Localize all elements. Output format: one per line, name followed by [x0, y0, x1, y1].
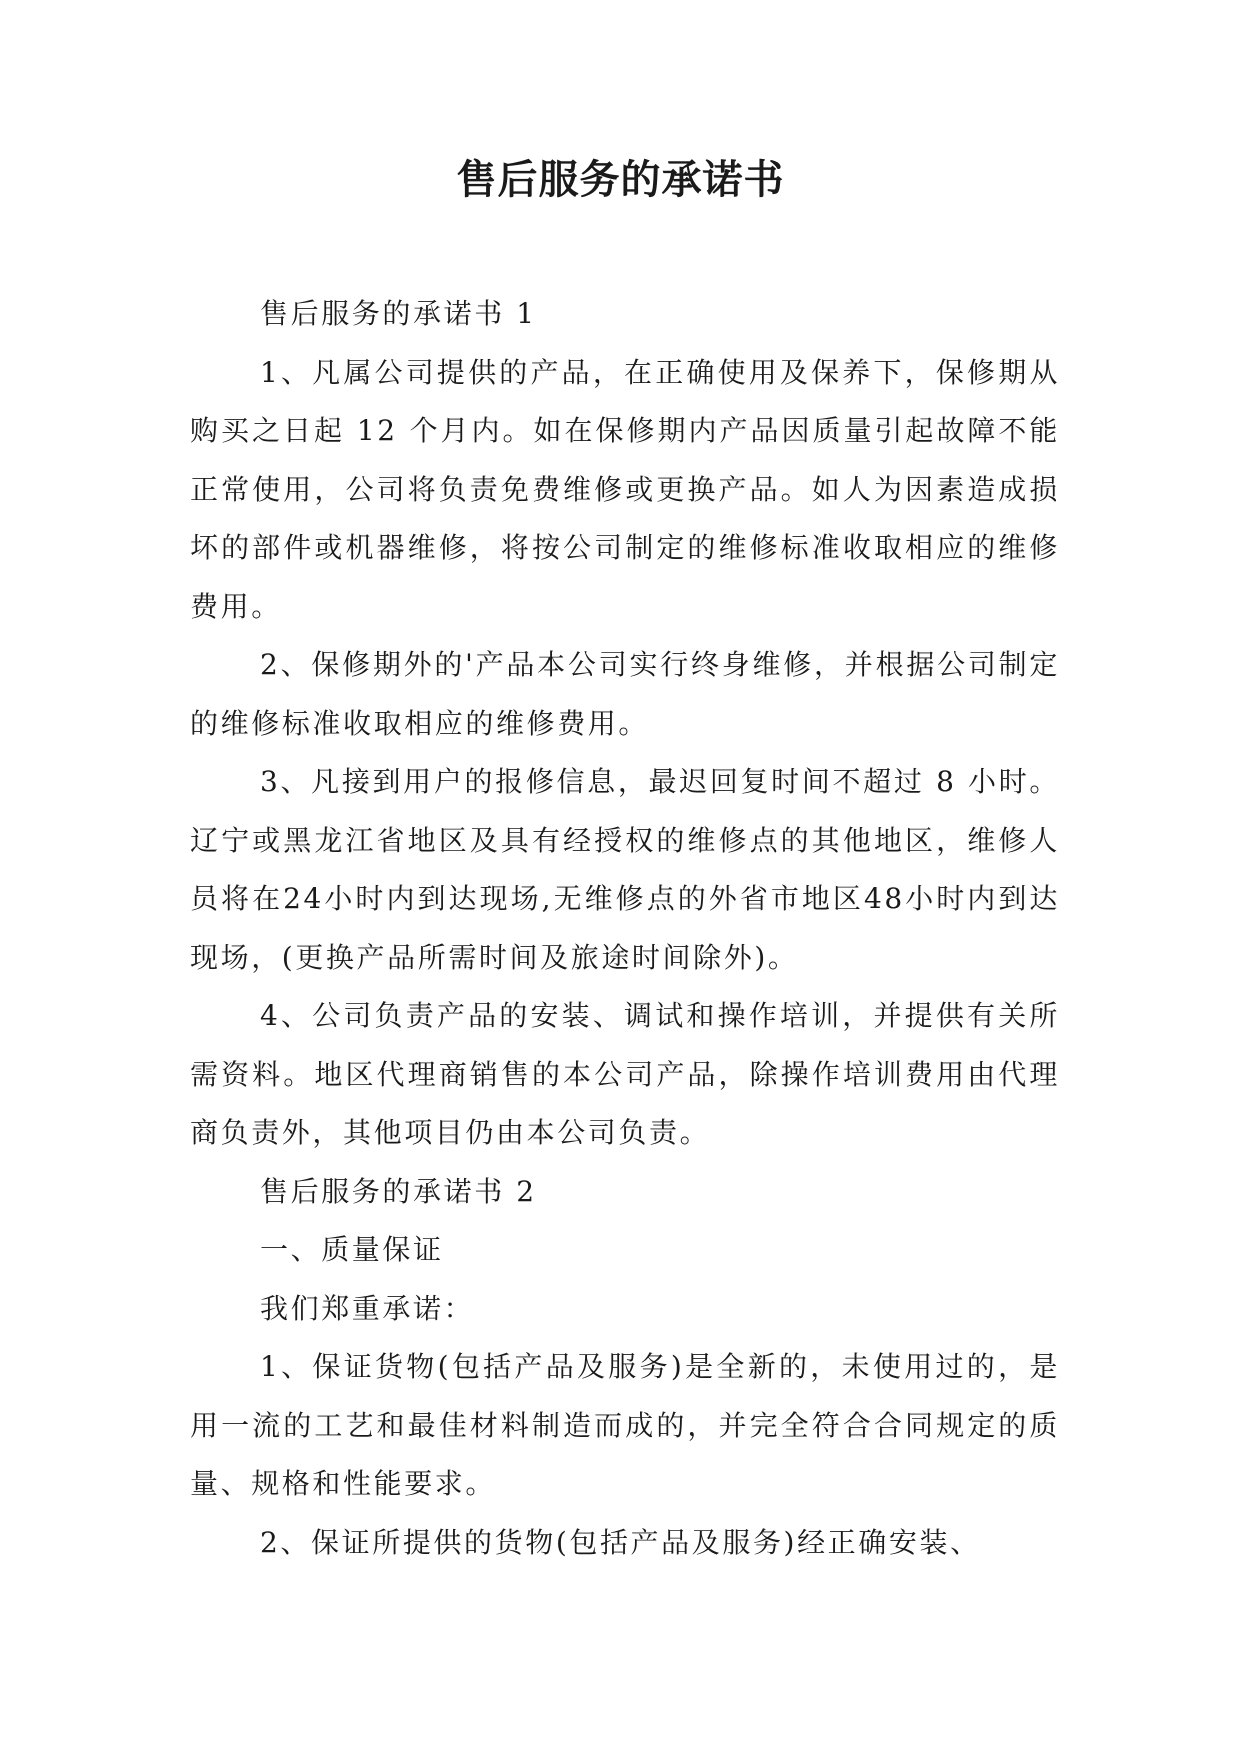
heading-quality-guarantee: 一、质量保证 [260, 1233, 444, 1266]
paragraph-new-goods: 1、保证货物(包括产品及服务)是全新的，未使用过的，是用一流的工艺和最佳材料制造而成的，并完全符合合同规定的质量、规格和性能要求。 [190, 1350, 1060, 1500]
document-body [190, 285, 1060, 1572]
document-title: 售后服务的承诺书 [456, 156, 785, 203]
paragraph-lifetime-repair: 2、保修期外的'产品本公司实行终身维修，并根据公司制定的维修标准收取相应的维修费用。 [190, 648, 1060, 740]
heading-commitment-2: 售后服务的承诺书 2 [260, 1174, 537, 1208]
heading-commitment-1: 售后服务的承诺书 1 [260, 297, 537, 330]
paragraph-solemn-promise: 我们郑重承诺： [260, 1291, 475, 1325]
paragraph-correct-installation: 2、保证所提供的货物(包括产品及服务)经正确安装、 [260, 1525, 981, 1559]
paragraph-response-time: 3、凡接到用户的报修信息，最迟回复时间不超过 8 小时。辽宁或黑龙江省地区及具有经授权的维修点的其他地区，维修人员将在24小时内到达现场,无维修点的外省市地区48小时内到达现场，(更换产品所需时间及旅途时间除外)。 [190, 765, 1060, 974]
paragraph-installation-training: 4、公司负责产品的安装、调试和操作培训，并提供有关所需资料。地区代理商销售的本公司产品，除操作培训费用由代理商负责外，其他项目仍由本公司负责。 [190, 999, 1060, 1149]
paragraph-warranty-period: 1、凡属公司提供的产品，在正确使用及保养下，保修期从购买之日起 12 个月内。如在保修期内产品因质量引起故障不能正常使用，公司将负责免费维修或更换产品。如人为因素造成损坏的部件或机器维修，将按公司制定的维修标准收取相应的维修费用。 [190, 355, 1060, 623]
